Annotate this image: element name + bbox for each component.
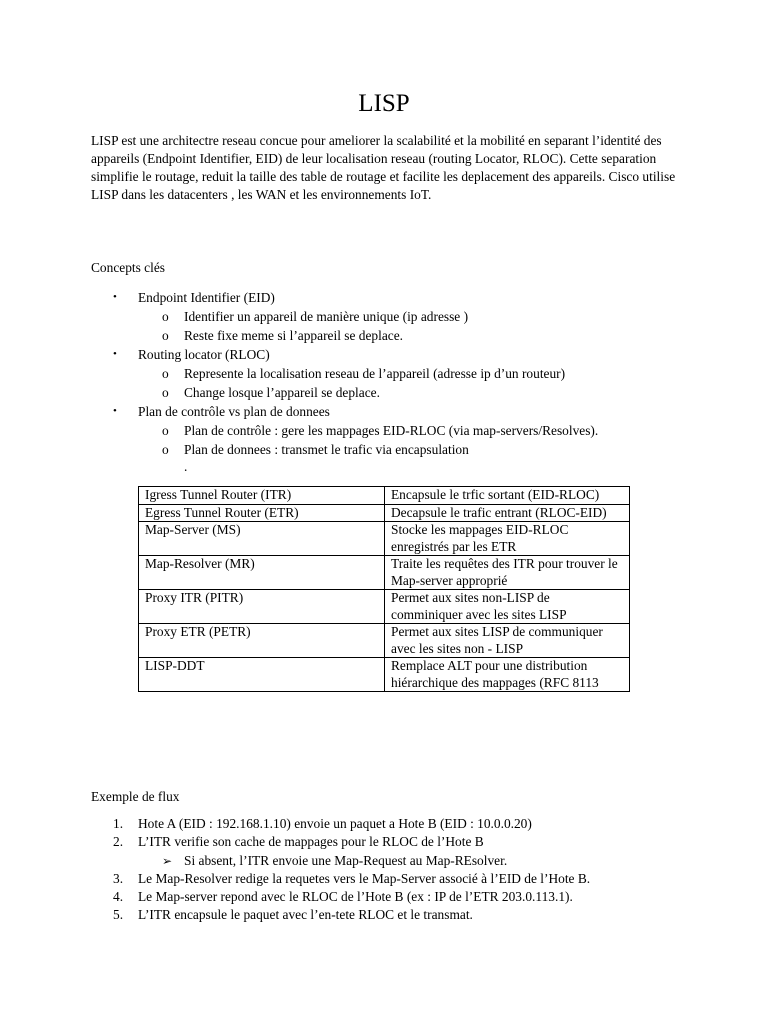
component-desc-cell: Stocke les mappages EID-RLOC enregistrés par les ETR xyxy=(385,522,630,556)
component-name-cell: Igress Tunnel Router (ITR) xyxy=(139,487,385,505)
component-desc-cell: Encapsule le trfic sortant (EID-RLOC) xyxy=(385,487,630,505)
concepts-list xyxy=(91,288,691,459)
sub-item-text: Change losque l’appareil se deplace. xyxy=(184,385,380,400)
circle-bullet-icon: o xyxy=(162,366,169,381)
sub-list xyxy=(138,421,691,459)
sub-item-text: Reste fixe meme si l’appareil se deplace. xyxy=(184,328,403,343)
step-number: 4. xyxy=(113,889,124,905)
sub-list xyxy=(138,307,691,345)
list-item xyxy=(91,833,711,870)
step-text: L’ITR verifie son cache de mappages pour le RLOC de l’Hote B xyxy=(138,834,484,850)
components-table xyxy=(138,486,630,692)
component-name-cell: Map-Server (MS) xyxy=(139,522,385,556)
sub-item-text: Identifier un appareil de manière unique (ip adresse ) xyxy=(184,309,469,324)
component-desc-cell: Permet aux sites LISP de communiquer avec les sites non - LISP xyxy=(385,624,630,658)
component-name-cell: Proxy ITR (PITR) xyxy=(139,590,385,624)
concept-label: Plan de contrôle vs plan de donnees xyxy=(138,404,330,419)
table-row xyxy=(139,624,630,658)
component-desc-cell: Permet aux sites non-LISP de comminiquer avec les sites LISP xyxy=(385,590,630,624)
list-item xyxy=(138,326,691,345)
bullet-icon: • xyxy=(113,291,117,303)
circle-bullet-icon: o xyxy=(162,309,169,324)
concept-label: Routing locator (RLOC) xyxy=(138,347,270,362)
list-item xyxy=(91,888,711,906)
arrow-bullet-icon: ➢ xyxy=(162,853,173,868)
list-item xyxy=(91,815,711,833)
sub-item-text: Represente la localisation reseau de l’appareil (adresse ip d’un routeur) xyxy=(184,366,566,381)
list-item xyxy=(138,421,691,440)
table-row xyxy=(139,487,630,505)
component-name-cell: Egress Tunnel Router (ETR) xyxy=(139,504,385,522)
list-item xyxy=(138,307,691,326)
table-row xyxy=(139,556,630,590)
concept-label: Endpoint Identifier (EID) xyxy=(138,290,275,305)
sub-list xyxy=(138,364,691,402)
step-text: Le Map-server repond avec le RLOC de l’Hote B (ex : IP de l’ETR 203.0.113.1). xyxy=(138,889,573,905)
circle-bullet-icon: o xyxy=(162,442,169,457)
trailing-dot: . xyxy=(184,459,188,474)
list-item xyxy=(91,402,691,459)
list-item xyxy=(138,364,691,383)
list-item xyxy=(91,870,711,888)
list-item xyxy=(91,906,711,924)
component-name-cell: Proxy ETR (PETR) xyxy=(139,624,385,658)
list-item xyxy=(91,288,691,345)
table-row xyxy=(139,590,630,624)
circle-bullet-icon: o xyxy=(162,385,169,400)
flow-heading: Exemple de flux xyxy=(91,789,180,804)
concepts-heading: Concepts clés xyxy=(91,260,166,275)
step-text: L’ITR encapsule le paquet avec l’en-tete RLOC et le transmat. xyxy=(138,907,473,923)
sub-list xyxy=(138,852,711,870)
sub-item-text: Si absent, l’ITR envoie une Map-Request au Map-REsolver. xyxy=(184,852,508,868)
step-number: 1. xyxy=(113,816,124,831)
component-name-cell: Map-Resolver (MR) xyxy=(139,556,385,590)
list-item xyxy=(138,852,711,870)
component-name-cell: LISP-DDT xyxy=(139,658,385,692)
list-item xyxy=(138,383,691,402)
intro-paragraph xyxy=(91,132,681,204)
circle-bullet-icon: o xyxy=(162,423,169,438)
circle-bullet-icon: o xyxy=(162,328,169,343)
intro-text: LISP est une architectre reseau concue pour ameliorer la scalabilité et la mobilité en separant l’identité des appareils (Endpoint Identifier, EID) de leur localisation reseau (routing Locator, RLOC). Cette separation simplifie le routage, reduit la taille des table de routage et facilite les deplacement des appareils. Cisco utilise LISP dans les datacenters , les WAN et les environnements IoT. xyxy=(91,133,676,202)
component-desc-cell: Remplace ALT pour une distribution hiérarchique des mappages (RFC 8113 xyxy=(385,658,630,692)
page-title: LISP xyxy=(358,90,410,117)
sub-item-text: Plan de contrôle : gere les mappages EID-RLOC (via map-servers/Resolves). xyxy=(184,423,599,438)
sub-item-text: Plan de donnees : transmet le trafic via encapsulation xyxy=(184,442,469,457)
bullet-icon: • xyxy=(113,348,117,360)
bullet-icon: • xyxy=(113,405,117,417)
flow-steps-list xyxy=(91,815,711,925)
step-number: 5. xyxy=(113,907,124,923)
component-desc-cell: Traite les requêtes des ITR pour trouver le Map-server approprié xyxy=(385,556,630,590)
step-number: 2. xyxy=(113,834,124,850)
step-text: Le Map-Resolver redige la requetes vers le Map-Server associé à l’EID de l’Hote B. xyxy=(138,870,591,886)
list-item xyxy=(138,440,691,459)
table-row xyxy=(139,658,630,692)
list-item xyxy=(91,345,691,402)
step-text: Hote A (EID : 192.168.1.10) envoie un paquet a Hote B (EID : 10.0.0.20) xyxy=(138,816,532,831)
component-desc-cell: Decapsule le trafic entrant (RLOC-EID) xyxy=(385,504,630,522)
table-row xyxy=(139,522,630,556)
table-row xyxy=(139,504,630,522)
step-number: 3. xyxy=(113,870,124,886)
